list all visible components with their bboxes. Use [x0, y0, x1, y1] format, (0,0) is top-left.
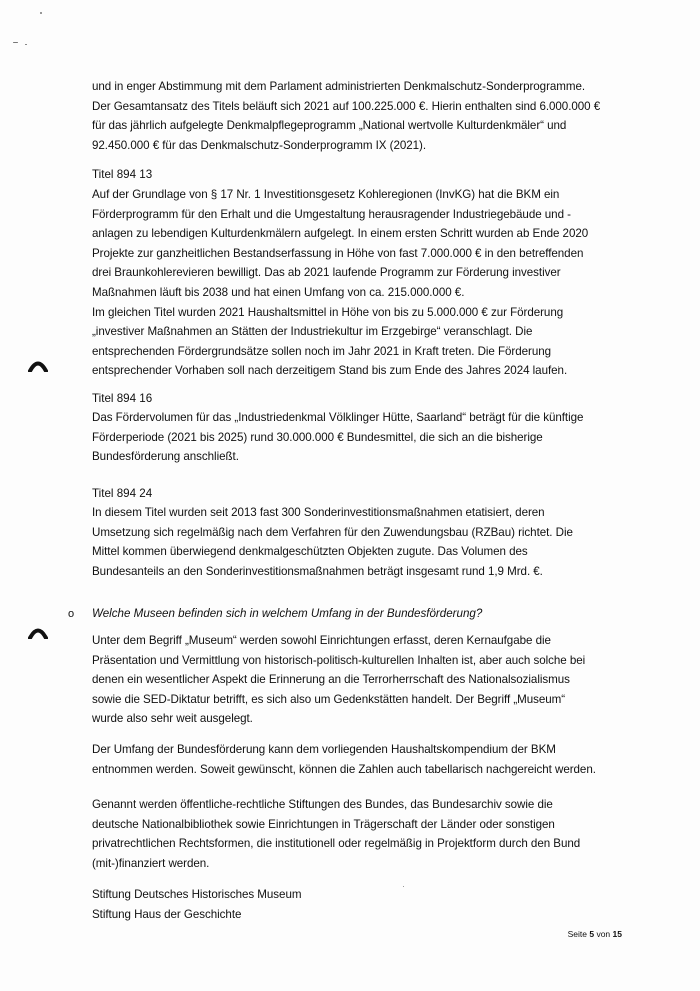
text-line: In diesem Titel wurden seit 2013 fast 300 Sonderinvestitionsmaßnahmen etatisiert, deren — [92, 506, 545, 519]
text-line: und in enger Abstimmung mit dem Parlament administrierten Denkmalschutz-Sonderprogramme. — [92, 80, 586, 93]
intro-paragraph — [92, 77, 622, 155]
text-line: Das Fördervolumen für das „Industriedenkmal Völklinger Hütte, Saarland“ beträgt für die künftige — [92, 411, 584, 424]
text-line: entsprechenden Fördergrundsätze sollen noch im Jahr 2021 in Kraft treten. Die Förderung — [92, 344, 552, 358]
text-line: Der Gesamtansatz des Titels beläuft sich 2021 auf 100.225.000 €. Hierin enthalten sind 6.000.000 € — [92, 99, 601, 113]
text-line: sowie die SED-Diktatur betrifft, es sich also um Gedenkstätten handelt. Der Begriff „Museum“ — [92, 692, 566, 706]
text-line: denen ein wesentlicher Aspekt die Erinnerung an die Terrorherrschaft des Nationalsozialismus — [92, 673, 570, 687]
titel-894-13-paragraph — [92, 185, 622, 381]
page-number-prefix: Seite — [567, 929, 587, 939]
text-line: entsprechender Vorhaben soll nach derzeitigem Stand bis zum Ende des Jahres 2024 laufen. — [92, 364, 568, 378]
text-line: wurde also sehr weit ausgelegt. — [92, 712, 253, 726]
page-number-total: 15 — [612, 929, 622, 939]
answer-paragraph-museum-definition — [92, 631, 622, 729]
punch-hole-mark-icon — [28, 358, 48, 372]
question-heading: Welche Museen befinden sich in welchem Umfang in der Bundesförderung? — [92, 607, 483, 620]
text-line: deutsche Nationalbibliothek sowie Einrichtungen in Trägerschaft der Länder oder sonstigen — [92, 817, 555, 831]
page-number — [568, 928, 622, 940]
page-number-middle: von — [596, 929, 611, 939]
text-line: Mittel kommen überwiegend denkmalgeschützten Objekten zugute. Das Volumen des — [92, 545, 528, 559]
text-line: „investiver Maßnahmen an Stätten der Industriekultur im Erzgebirge“ veranschlagt. Die — [92, 325, 533, 339]
section-heading-titel-894-24: Titel 894 24 — [92, 487, 153, 500]
scan-speck — [25, 44, 27, 45]
answer-paragraph-institutions — [92, 795, 622, 873]
text-line: Auf der Grundlage von § 17 Nr. 1 Investitionsgesetz Kohleregionen (InvKG) hat die BKM ein — [92, 188, 560, 201]
titel-894-24-paragraph — [92, 503, 622, 581]
scan-speck — [40, 12, 42, 14]
text-line: Maßnahmen läuft bis 2038 und hat einen Umfang von ca. 215.000.000 €. — [92, 285, 465, 299]
text-line: drei Braunkohlerevieren bewilligt. Das ab 2021 laufende Programm zur Förderung investiver — [92, 266, 561, 280]
scan-speck — [13, 42, 18, 43]
text-line: Präsentation und Vermittlung von historisch-politisch-kulturellen Inhalten ist, aber auch solche bei — [92, 653, 586, 667]
text-line: Bundesförderung anschließt. — [92, 450, 239, 464]
text-line: privatrechtlichen Rechtsformen, die institutionell oder regelmäßig in Projektform durch den Bund — [92, 837, 581, 851]
section-heading-titel-894-13: Titel 894 13 — [92, 168, 153, 181]
text-line: 92.450.000 € für das Denkmalschutz-Sonderprogramm IX (2021). — [92, 138, 427, 152]
page-number-current: 5 — [589, 929, 595, 939]
titel-894-16-paragraph — [92, 408, 622, 467]
list-item: Stiftung Haus der Geschichte — [92, 907, 242, 921]
text-line: Der Umfang der Bundesförderung kann dem vorliegenden Haushaltskompendium der BKM — [92, 743, 556, 756]
text-line: Unter dem Begriff „Museum“ werden sowohl Einrichtungen erfasst, deren Kernaufgabe die — [92, 634, 551, 647]
text-line: Förderperiode (2021 bis 2025) rund 30.000.000 € Bundesmittel, die sich an die bisherige — [92, 430, 543, 444]
text-line: anlagen zu lebendigen Kulturdenkmälern aufgelegt. In einem ersten Schritt wurden ab Ende 2020 — [92, 227, 589, 241]
text-line: Förderprogramm für den Erhalt und die Umgestaltung herausragender Industriegebäude und - — [92, 207, 571, 221]
text-line: Genannt werden öffentliche-rechtliche Stiftungen des Bundes, das Bundesarchiv sowie die — [92, 798, 553, 811]
institution-list — [92, 885, 622, 924]
text-line: für das jährlich aufgelegte Denkmalpflegeprogramm „National wertvolle Kulturdenkmäler“ und — [92, 119, 567, 133]
text-line: (mit-)finanziert werden. — [92, 856, 210, 870]
list-item: Stiftung Deutsches Historisches Museum — [92, 888, 302, 901]
text-line: Projekte zur ganzheitlichen Bestandserfassung in Höhe von fast 7.000.000 € in den betreffenden — [92, 246, 584, 260]
section-heading-titel-894-16: Titel 894 16 — [92, 392, 153, 405]
text-line: Im gleichen Titel wurden 2021 Haushaltsmittel in Höhe von bis zu 5.000.000 € zur Förderung — [92, 305, 564, 319]
punch-hole-mark-icon — [28, 625, 48, 639]
text-line: Bundesanteils an den Sonderinvestitionsmaßnahmen beträgt insgesamt rund 1,9 Mrd. €. — [92, 564, 543, 578]
answer-paragraph-funding-scope — [92, 740, 622, 779]
question-bullet: o — [68, 608, 75, 620]
text-line: Umsetzung sich regelmäßig nach dem Verfahren für den Zuwendungsbau (RZBau) richtet. Die — [92, 525, 573, 539]
text-line: entnommen werden. Soweit gewünscht, können die Zahlen auch tabellarisch nachgereicht werden. — [92, 762, 596, 776]
